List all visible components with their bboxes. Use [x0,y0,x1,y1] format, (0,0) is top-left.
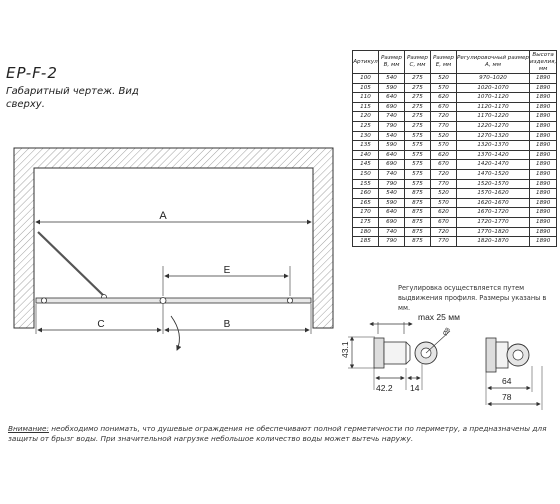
table-cell: 1890 [530,102,557,112]
table-cell: 740 [379,112,405,122]
table-cell: 1270–1320 [457,131,530,141]
table-cell: 640 [379,93,405,103]
drawing-title: EP-F-2 [6,64,58,82]
table-cell: 135 [353,141,379,151]
table-row [353,112,557,122]
table-cell: 1770–1820 [457,227,530,237]
table-cell: 1890 [530,227,557,237]
table-cell: 140 [353,150,379,160]
table-row [353,160,557,170]
profile-detail [340,312,542,410]
table-row [353,189,557,199]
table-cell: 130 [353,131,379,141]
table-cell: 1520–1570 [457,179,530,189]
header-article: Артикул [353,51,379,74]
table-cell: 1890 [530,189,557,199]
table-cell: 1470–1520 [457,169,530,179]
table-cell: 160 [353,189,379,199]
table-cell: 1070–1120 [457,93,530,103]
table-cell: 1670–1720 [457,208,530,218]
spec-table-header [353,51,557,74]
table-cell: 575 [405,169,431,179]
table-row [353,121,557,131]
table-cell: 575 [405,160,431,170]
header-height: Высота изделия, мм [530,51,557,72]
table-cell: 110 [353,93,379,103]
width-42-label: 42.2 [376,383,393,393]
table-cell: 740 [379,227,405,237]
table-cell: 1020–1070 [457,83,530,93]
table-cell: 1720–1770 [457,217,530,227]
table-row [353,227,557,237]
dimension-b [165,304,311,334]
width-78-label: 78 [502,392,512,402]
table-row [353,131,557,141]
table-cell: 1890 [530,169,557,179]
table-cell: 1890 [530,121,557,131]
footer-lead: Внимание: [8,424,49,433]
dimension-e [163,265,290,296]
table-row [353,74,557,84]
dimension-b-label: B [223,319,231,330]
table-cell: 1890 [530,141,557,151]
table-cell: 1370–1420 [457,150,530,160]
table-cell: 875 [405,208,431,218]
table-cell: 1890 [530,208,557,218]
table-cell: 790 [379,121,405,131]
table-cell: 690 [379,217,405,227]
header-size-a: Регулировочный размер A, мм [457,51,530,74]
table-cell: 570 [431,198,457,208]
table-cell: 620 [431,150,457,160]
table-cell: 520 [431,131,457,141]
table-cell: 1170–1220 [457,112,530,122]
header-size-e: Размер E, мм [431,51,457,74]
dimension-e-label: E [223,265,231,276]
table-cell: 275 [405,93,431,103]
table-cell: 120 [353,112,379,122]
table-cell: 275 [405,112,431,122]
header-size-b: Размер B, мм [379,51,405,74]
table-cell: 1220–1270 [457,121,530,131]
width-14-label: 14 [410,383,420,393]
table-cell: 145 [353,160,379,170]
table-row [353,179,557,189]
table-cell: 670 [431,217,457,227]
table-cell: 640 [379,150,405,160]
table-cell: 100 [353,74,379,84]
table-cell: 520 [431,189,457,199]
table-cell: 520 [431,74,457,84]
table-cell: 175 [353,217,379,227]
table-cell: 1890 [530,93,557,103]
table-cell: 740 [379,169,405,179]
table-cell: 1890 [530,74,557,84]
table-row [353,169,557,179]
table-cell: 1890 [530,217,557,227]
table-cell: 770 [431,121,457,131]
table-cell: 275 [405,102,431,112]
table-row [353,217,557,227]
diameter-label: Ø8 [442,327,452,337]
table-cell: 105 [353,83,379,93]
table-row [353,198,557,208]
table-cell: 690 [379,160,405,170]
dimension-c [36,304,163,334]
table-cell: 970–1020 [457,74,530,84]
table-cell: 540 [379,131,405,141]
table-cell: 155 [353,179,379,189]
table-cell: 590 [379,83,405,93]
table-cell: 1120–1170 [457,102,530,112]
table-cell: 125 [353,121,379,131]
table-cell: 770 [431,237,457,247]
table-row [353,93,557,103]
table-cell: 1890 [530,83,557,93]
table-cell: 570 [431,83,457,93]
glass-panels [36,298,311,304]
table-cell: 590 [379,141,405,151]
table-cell: 1890 [530,179,557,189]
footer-text: необходимо понимать, что душевые ограждения не обеспечивают полной герметичности по периметру, а предназначены для защиты от брызг воды. При значительной нагрузке небольшое количество воды может вытечь наружу. [8,424,547,443]
table-cell: 875 [405,189,431,199]
table-cell: 575 [405,179,431,189]
table-cell: 275 [405,83,431,93]
table-row [353,150,557,160]
table-cell: 1890 [530,237,557,247]
table-cell: 720 [431,227,457,237]
table-cell: 1890 [530,112,557,122]
dimension-c-label: C [97,319,105,330]
profile-note: Регулировка осуществляется путем выдвижения профиля. Размеры указаны в мм. [398,284,547,312]
spec-table-body [353,74,557,247]
spec-table [352,50,557,247]
drawing-subtitle: Габаритный чертеж. Вид сверху. [6,86,139,110]
table-row [353,208,557,218]
table-cell: 540 [379,74,405,84]
table-cell: 620 [431,93,457,103]
table-cell: 670 [431,102,457,112]
table-cell: 150 [353,169,379,179]
table-cell: 790 [379,237,405,247]
table-cell: 540 [379,189,405,199]
table-cell: 720 [431,169,457,179]
height-label: 43.1 [340,341,350,358]
table-cell: 720 [431,112,457,122]
table-cell: 1620–1670 [457,198,530,208]
table-cell: 875 [405,227,431,237]
table-cell: 1890 [530,198,557,208]
table-cell: 185 [353,237,379,247]
table-cell: 875 [405,198,431,208]
table-row [353,141,557,151]
door-swing-arrow [171,316,179,350]
table-cell: 1420–1470 [457,160,530,170]
table-cell: 590 [379,198,405,208]
table-cell: 1890 [530,131,557,141]
header-size-c: Размер C, мм [405,51,431,74]
table-cell: 575 [405,150,431,160]
table-cell: 575 [405,141,431,151]
table-cell: 115 [353,102,379,112]
table-cell: 670 [431,160,457,170]
table-cell: 770 [431,179,457,189]
table-cell: 1820–1870 [457,237,530,247]
table-cell: 1890 [530,160,557,170]
table-cell: 180 [353,227,379,237]
table-cell: 790 [379,179,405,189]
table-cell: 165 [353,198,379,208]
width-64-label: 64 [502,376,512,386]
table-cell: 640 [379,208,405,218]
max-adjust-label: max 25 мм [418,312,460,322]
support-bar [38,232,104,296]
table-cell: 170 [353,208,379,218]
table-cell: 1570–1620 [457,189,530,199]
table-row [353,102,557,112]
table-cell: 875 [405,237,431,247]
footer-warning [8,424,556,444]
table-row [353,237,557,247]
table-cell: 1320–1370 [457,141,530,151]
table-cell: 570 [431,141,457,151]
table-cell: 275 [405,121,431,131]
dimension-a [36,210,311,222]
table-cell: 575 [405,131,431,141]
table-cell: 620 [431,208,457,218]
dimension-a-label: A [159,210,167,222]
table-row [353,83,557,93]
table-cell: 875 [405,217,431,227]
table-cell: 690 [379,102,405,112]
table-cell: 1890 [530,150,557,160]
table-cell: 275 [405,74,431,84]
